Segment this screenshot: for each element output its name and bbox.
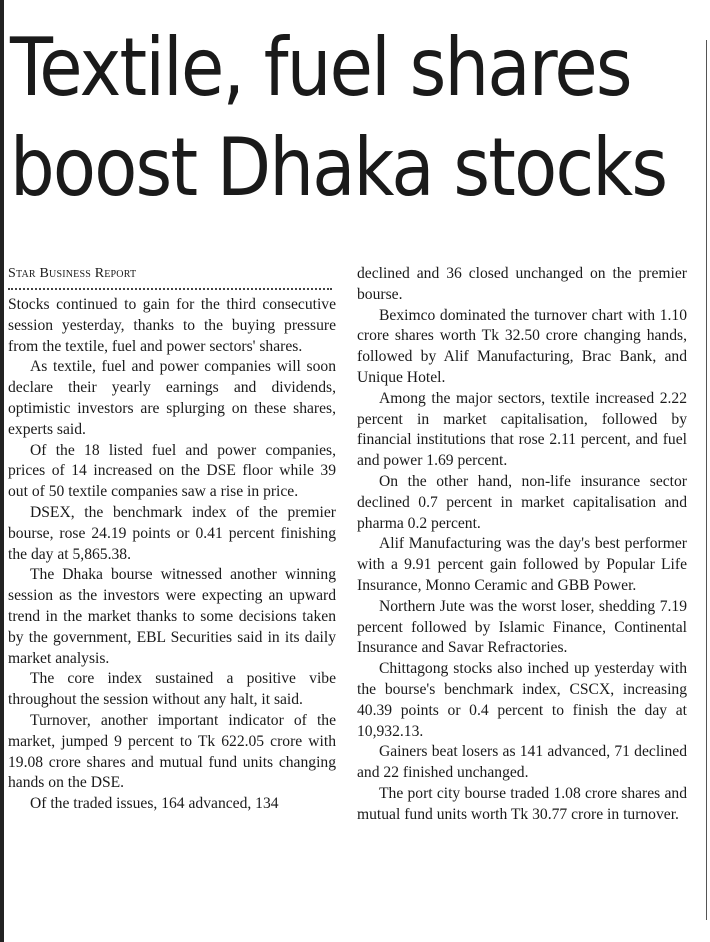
paragraph: As textile, fuel and power companies will soon declare their yearly earnings and dividends, optimistic investors are splurging on these shares, experts said. [8, 358, 336, 438]
paragraph: Gainers beat losers as 141 advanced, 71 declined and 22 finished unchanged. [357, 743, 687, 782]
column-rule [706, 40, 707, 920]
paragraph: Beximco dominated the turnover chart with 1.10 crore shares worth Tk 32.50 crore changing hands, followed by Alif Manufacturing, Brac Bank, and Unique Hotel. [357, 306, 687, 386]
paragraph: The port city bourse traded 1.08 crore shares and mutual fund units worth Tk 30.77 crore in turnover. [357, 784, 687, 823]
paragraph: Among the major sectors, textile increased 2.22 percent in market capitalisation, followed by financial institutions that rose 2.11 percent, and fuel and power 1.69 percent. [357, 389, 687, 470]
paragraph: Of the traded issues, 164 advanced, 134 [30, 795, 279, 813]
paragraph: Alif Manufacturing was the day's best performer with a 9.91 percent gain followed by Popular Life Insurance, Monno Ceramic and GBB Power. [357, 535, 687, 594]
byline: Star Business Report [8, 266, 137, 281]
page-edge-rule [0, 0, 4, 942]
headline [10, 18, 667, 218]
paragraph: Turnover, another important indicator of the market, jumped 9 percent to Tk 622.05 crore with 19.08 crore shares and mutual fund units changing hands on the DSE. [8, 711, 336, 792]
paragraph: DSEX, the benchmark index of the premier bourse, rose 24.19 points or 0.41 percent finishing the day at 5,865.38. [8, 503, 336, 563]
paragraph: Stocks continued to gain for the third consecutive session yesterday, thanks to the buying pressure from the textile, fuel and power sectors' shares. [8, 296, 336, 355]
paragraph: Chittagong stocks also inched up yesterday with the bourse's benchmark index, CSCX, increasing 40.39 points or 0.4 percent to finish the day at 10,932.13. [357, 660, 687, 740]
left-column [8, 264, 336, 815]
paragraph: The Dhaka bourse witnessed another winning session as the investors were expecting an upward trend in the market thanks to some decisions taken by the government, EBL Securities said in its daily market analysis. [8, 566, 336, 667]
paragraph: Of the 18 listed fuel and power companies, prices of 14 increased on the DSE floor while 39 out of 50 textile companies saw a rise in price. [8, 441, 336, 501]
paragraph: On the other hand, non-life insurance sector declined 0.7 percent in market capitalisation and pharma 0.2 percent. [357, 472, 687, 532]
right-column [357, 264, 687, 826]
headline-line-1: Textile, fuel shares [10, 21, 631, 114]
headline-line-2: boost Dhaka stocks [10, 121, 667, 214]
paragraph: The core index sustained a positive vibe throughout the session without any halt, it said. [8, 670, 336, 709]
paragraph: declined and 36 closed unchanged on the premier bourse. [357, 265, 687, 303]
dotted-divider [8, 288, 332, 290]
paragraph: Northern Jute was the worst loser, shedding 7.19 percent followed by Islamic Finance, Continental Insurance and Savar Refractories. [357, 597, 687, 657]
